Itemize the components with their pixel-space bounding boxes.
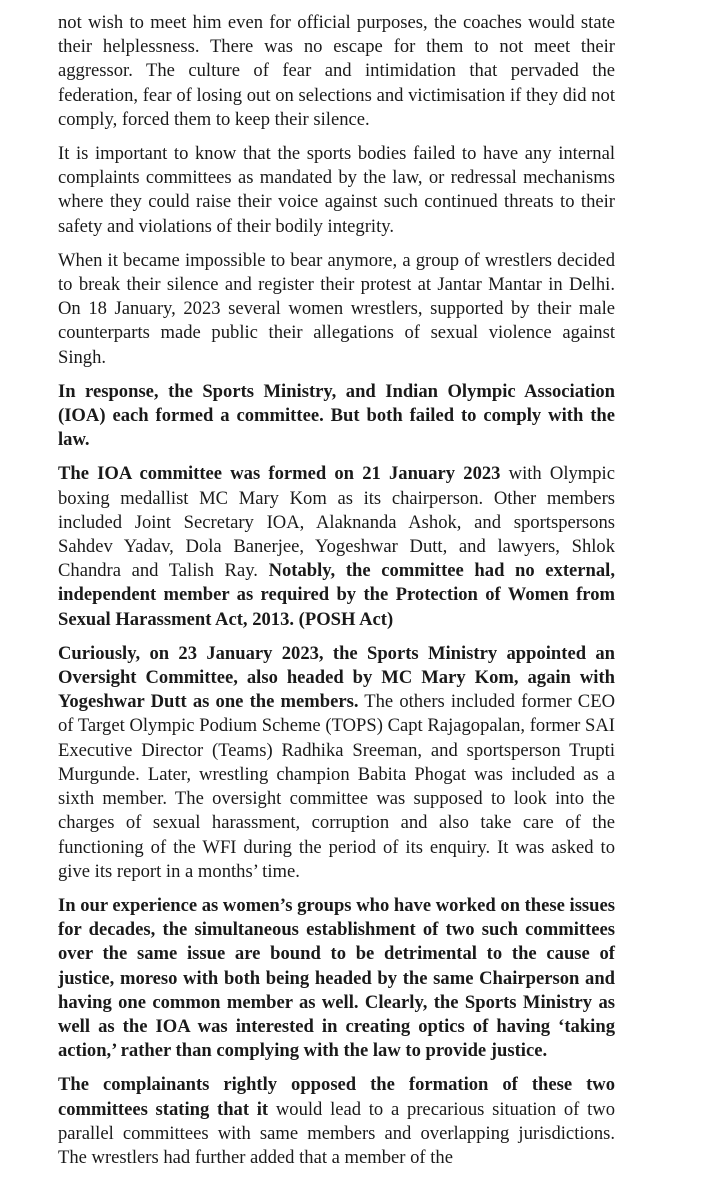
bold-text-run: The IOA committee was formed on 21 January 2023 [58, 463, 501, 485]
bold-text-run: In our experience as women’s groups who have worked on these issues for decades, the simultaneous establishment of two such committees over the same issue are bound to be detrimental to the cause of justice, moreso with both being headed by the same Chairperson and having one common member as well. Clearly, the Sports Ministry as well as the IOA was interested in creating optics of having ‘taking action,’ rather than complying with the law to provide justice. [58, 894, 615, 1062]
bold-text-run: In response, the Sports Ministry, and Indian Olympic Association (IOA) each formed a committee. But both failed to comply with the law. [58, 380, 615, 451]
text-run: would lead to a precarious situation of two parallel committees with same members and overlapping jurisdictions. The wrestlers had further added that a member of the [58, 1098, 615, 1168]
text-run: not wish to meet him even for official purposes, the coaches would state their helplessness. There was no escape for them to not meet their aggressor. The culture of fear and intimidation that pervaded the federation, fear of losing out on selections and victimisation if they did not comply, forced them to keep their silence. [58, 12, 615, 130]
bold-text-run: Curiously, on 23 January 2023, the Sports Ministry appointed an Oversight Committee, also headed by MC Mary Kom, again with Yogeshwar Dutt as one the members. [58, 642, 615, 713]
paragraph [58, 249, 615, 370]
bold-text-run: Notably, the committee had no external, independent member as required by the Protection of Women from Sexual Harassment Act, 2013. (POSH Act) [58, 560, 615, 630]
text-run: When it became impossible to bear anymore, a group of wrestlers decided to break their silence and register their protest at Jantar Mantar in Delhi. On 18 January, 2023 several women wrestlers, supported by their male counterparts made public their allegations of sexual violence against Singh. [58, 249, 615, 368]
bold-text-run: The complainants rightly opposed the formation of these two committees stating that it [58, 1074, 615, 1120]
paragraph [58, 1073, 615, 1170]
paragraph [58, 380, 615, 453]
paragraph [58, 142, 615, 239]
paragraph [58, 894, 615, 1063]
text-run: It is important to know that the sports bodies failed to have any internal complaints committees as mandated by the law, or redressal mechanisms where they could raise their voice against such continued threats to their safety and violations of their bodily integrity. [58, 143, 615, 237]
document-body [58, 11, 615, 1180]
text-run: with Olympic boxing medallist MC Mary Kom as its chairperson. Other members included Joint Secretary IOA, Alaknanda Ashok, and sportspersons Sahdev Yadav, Dola Banerjee, Yogeshwar Dutt, and lawyers, Shlok Chandra and Talish Ray. [58, 463, 615, 582]
page-bottom-fade [0, 1186, 701, 1200]
paragraph [58, 642, 615, 884]
text-run: The others included former CEO of Target Olympic Podium Scheme (TOPS) Capt Rajagopalan, former SAI Executive Director (Teams) Radhika Sreeman, and sportsperson Trupti Murgunde. Later, wrestling champion Babita Phogat was included as a sixth member. The oversight committee was supposed to look into the charges of sexual harassment, corruption and also take care of the functioning of the WFI during the period of its enquiry. It was asked to give its report in a months’ time. [58, 691, 615, 882]
paragraph [58, 11, 615, 132]
paragraph [58, 462, 615, 631]
